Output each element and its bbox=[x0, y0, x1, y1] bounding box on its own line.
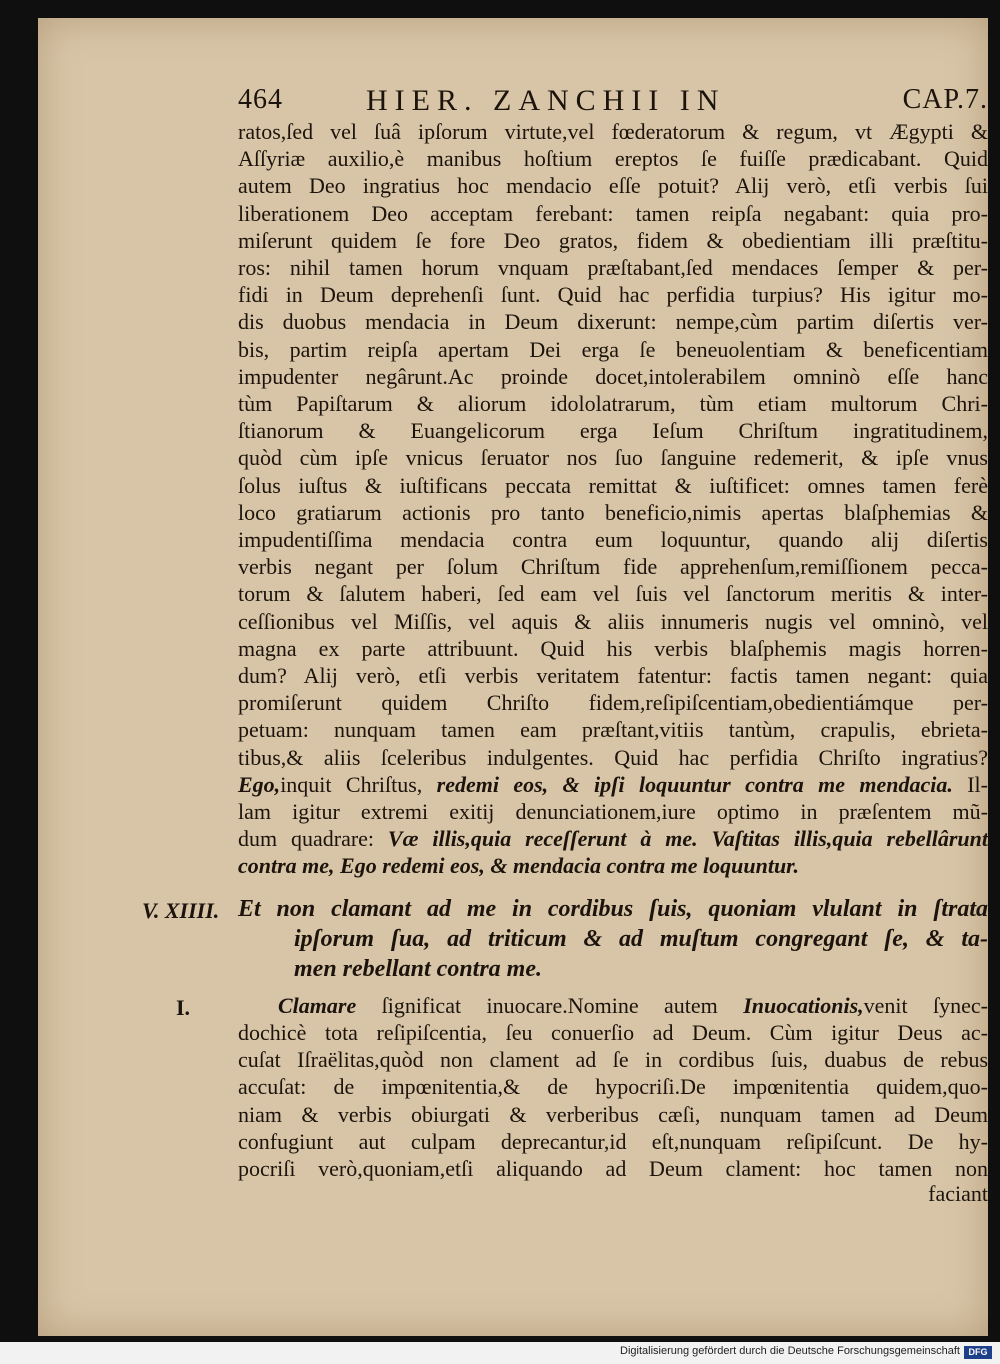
text-line: tibus,& aliis ſceleribus indulgentes. Quid hac perfidia Chriſto ingratius? bbox=[238, 744, 988, 770]
text-line: cuſat Iſraëlitas,quòd non clament ad ſe in cordibus ſuis, duabus de rebus bbox=[238, 1047, 988, 1073]
text-line: tùm Papiſtarum & aliorum idololatrarum, tùm etiam multorum Chri- bbox=[238, 391, 988, 417]
paragraph-number: I. bbox=[176, 994, 191, 1020]
running-header bbox=[238, 84, 988, 118]
text-line: liberationem Deo acceptam ferebant: tamen reipſa negabant: quia pro- bbox=[238, 200, 988, 226]
text-line: ſtianorum & Euangelicorum erga Ieſum Chriſtum ingratitudinem, bbox=[238, 418, 988, 444]
italic-inuocationis: Inuocationis, bbox=[743, 992, 864, 1018]
text-line: dum? Alij verò, etſi verbis veritatem fatentur: factis tamen negant: quia bbox=[238, 663, 988, 689]
text-line: bis, partim reipſa apertam Dei erga ſe beneuolentiam & beneficentiam bbox=[238, 336, 988, 362]
text-line: magna ex parte attribuunt. Quid his verbis blaſphemis magis horren- bbox=[238, 635, 988, 661]
verse-line: Et non clamant ad me in cordibus ſuis, quoniam vlulant in ſtrata bbox=[238, 895, 988, 922]
text-line: confugiunt aut culpam deprecantur,id eſt,nunquam reſipiſcunt. De hy- bbox=[238, 1128, 988, 1154]
catchword: faciant bbox=[928, 1181, 988, 1207]
text-line: miſerunt quidem ſe fore Deo gratos, fidem & obedientiam illi præſtitu- bbox=[238, 227, 988, 253]
page-number: 464 bbox=[238, 84, 283, 115]
text-line: lam igitur extremi exitij denunciationem,iure optimo in præſentem mũ- bbox=[238, 799, 988, 825]
text-line: ratos,ſed vel ſuâ ipſorum virtute,vel fœderatorum & regum, vt Ægypti & bbox=[238, 119, 988, 144]
text-line: ros: nihil tamen horum vnquam præſtabant,ſed mendaces ſemper & per- bbox=[238, 255, 988, 281]
roman-dum: dum quadrare: bbox=[238, 826, 375, 852]
text-line: dochicè tota reſipiſcentia, ſeu conuerſio ad Deum. Cùm igitur Deus ac- bbox=[238, 1019, 988, 1045]
text-line: quòd cùm ipſe vnicus ſeruator nos ſuo ſanguine redemerit, & ipſe vnus bbox=[238, 445, 988, 471]
italic-ego: Ego, bbox=[238, 771, 281, 797]
text-line: autem Deo ingratius hoc mendacio eſſe potuit? Alij verò, etſi verbis ſui bbox=[238, 173, 988, 199]
digitization-footer bbox=[0, 1342, 1000, 1364]
text-line: dis duobus mendacia in Deum dixerunt: nempe,cùm partim diſertis ver- bbox=[238, 309, 988, 335]
text-block bbox=[142, 84, 989, 1207]
roman-significat: ſignificat inuocare.Nomine autem bbox=[381, 992, 718, 1018]
text-line: torum & ſalutem haberi, ſed eam vel ſuis vel ſanctorum meritis & inter- bbox=[238, 581, 988, 607]
paragraph-one bbox=[176, 992, 989, 1208]
dfg-logo: DFG bbox=[964, 1346, 992, 1359]
book-page bbox=[38, 18, 988, 1336]
italic-quote: redemi eos, & ipſi loquuntur contra me mendacia. bbox=[436, 771, 953, 797]
commentary-body bbox=[238, 118, 988, 880]
funding-note: Digitalisierung gefördert durch die Deutsche Forschungsgemeinschaft bbox=[620, 1345, 960, 1357]
text-line: ſolus iuſtus & iuſtificans peccata remittat & iuſtificet: omnes tamen ferè bbox=[238, 472, 988, 498]
text-line: niam & verbis obiurgati & verberibus cæſi, nunquam tamen ad Deum bbox=[238, 1101, 988, 1127]
scripture-verse bbox=[142, 894, 988, 984]
italic-clamare: Clamare bbox=[278, 992, 357, 1018]
text-line: accuſat: de impœnitentia,& de hypocriſi.De impœnitentia quidem,quo- bbox=[238, 1074, 988, 1100]
text-line-ego bbox=[238, 771, 988, 798]
roman-venit: venit ſynec- bbox=[863, 992, 989, 1018]
italic-vae: Væ illis,quia receſſerunt à me. Vaſtitas illis,quia rebellârunt bbox=[387, 826, 989, 852]
text-line: fidi in Deum deprehenſi ſunt. Quid hac perfidia turpius? His igitur mo- bbox=[238, 282, 988, 308]
text-line-dum bbox=[238, 825, 988, 852]
roman-il: Il- bbox=[967, 771, 988, 797]
text-line: impudenter negârunt.Ac proinde docet,intolerabilem omninò eſſe hanc bbox=[238, 363, 988, 389]
text-line: impudentiſſima mendacia contra eum loquuntur, quando alij diſertis bbox=[238, 527, 988, 553]
text-line-contra: contra me, Ego redemi eos, & mendacia contra me loquuntur. bbox=[238, 853, 800, 879]
text-line: ceſſionibus vel Miſſis, vel aquis & aliis innumeris nugis vel omninò, vel bbox=[238, 608, 988, 634]
text-line: loco gratiarum actionis pro tanto beneficio,nimis apertas blaſphemias & bbox=[238, 499, 988, 525]
text-line: promiſerunt quidem Chriſto fidem,reſipiſcentiam,obedientiámque per- bbox=[238, 690, 988, 716]
verse-line: ipſorum ſua, ad triticum & ad muſtum congregant ſe, & ta- bbox=[294, 925, 988, 952]
text-line: pocriſi verò,quoniam,etſi aliquando ad Deum clament: hoc tamen non bbox=[238, 1155, 988, 1181]
paragraph-first-line bbox=[238, 992, 988, 1019]
text-line: verbis negant per ſolum Chriſtum fide apprehenſum,remiſſionem pecca- bbox=[238, 554, 988, 580]
text-line: petuam: nunquam tamen eam præſtant,vitiis tantùm, crapulis, ebrieta- bbox=[238, 717, 988, 743]
verse-label: V. XIIII. bbox=[142, 897, 220, 923]
chapter-label: CAP.7. bbox=[902, 84, 988, 115]
verse-line: men rebellant contra me. bbox=[294, 955, 542, 982]
text-line: Aſſyriæ auxilio,è manibus hoſtium ereptos ſe fuiſſe prædicabant. Quid bbox=[238, 146, 988, 172]
roman-inquit: inquit Chriſtus, bbox=[280, 771, 423, 797]
running-title: HIER. ZANCHII IN bbox=[366, 84, 726, 117]
